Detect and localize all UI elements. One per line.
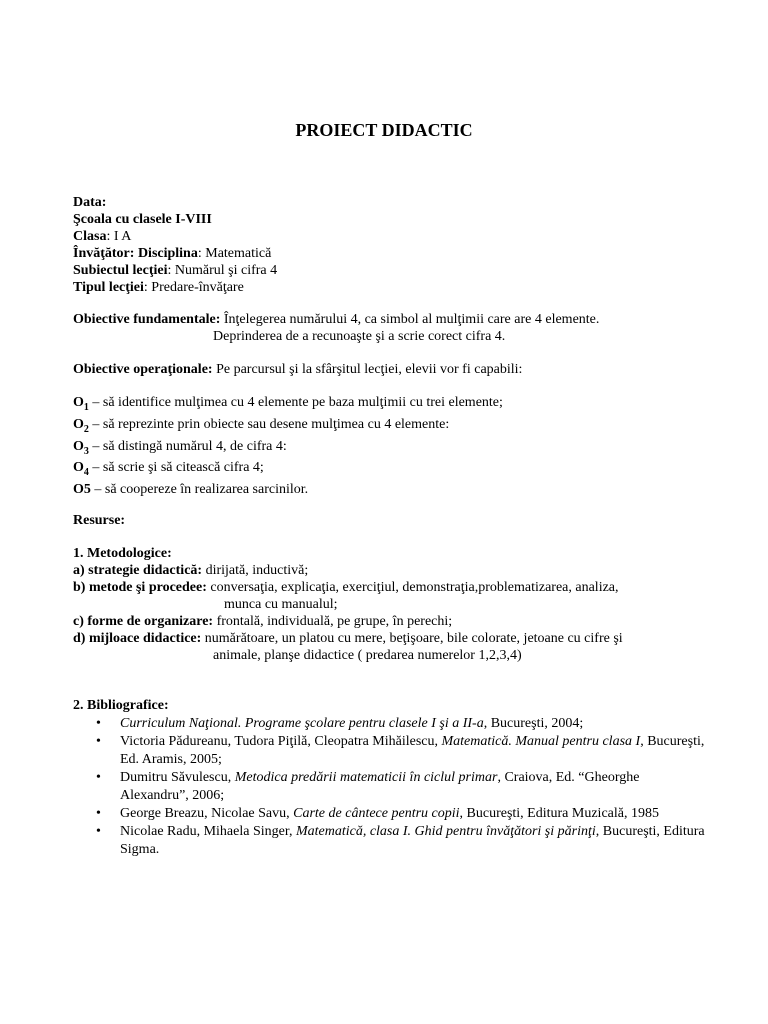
mijloace-label: d) mijloace didactice: bbox=[73, 631, 202, 646]
bib-details: , Bucureşti, Editura Sigma. bbox=[120, 824, 705, 857]
invatator-label: Învăţător bbox=[73, 246, 130, 261]
tipul-value: : Predare-învăţare bbox=[143, 280, 244, 295]
bib-author: Nicolae Radu, Mihaela Singer, bbox=[120, 824, 296, 839]
forme-label: c) forme de organizare: bbox=[73, 614, 214, 629]
bibliography-list bbox=[96, 715, 706, 859]
obiectiv-text: – să identifice mulţimea cu 4 elemente pe baza mulţimii cu trei elemente; bbox=[88, 395, 503, 410]
obiectiv-item bbox=[73, 481, 713, 498]
obiective-operationale-text: Pe parcursul şi la sfârşitul lecţiei, elevii vor fi capabili: bbox=[216, 362, 523, 377]
obiectiv-code: O bbox=[73, 460, 84, 476]
obiectiv-item bbox=[73, 416, 713, 438]
mijloace-text: numărătoare, un platou cu mere, beţişoare, bile colorate, jetoane cu cifre şi bbox=[201, 631, 623, 646]
bib-author: George Breazu, Nicolae Savu, bbox=[120, 806, 294, 821]
subiect-value: : Numărul şi cifra 4 bbox=[167, 263, 278, 278]
tipul-line bbox=[73, 279, 713, 296]
strategie-text: dirijată, inductivă; bbox=[202, 563, 309, 578]
bib-title: Carte de cântece pentru copii bbox=[293, 806, 460, 821]
bibliografice-block bbox=[73, 697, 713, 714]
subiect-line bbox=[73, 262, 713, 279]
clasa-value: : I A bbox=[106, 229, 132, 244]
resurse-label: Resurse: bbox=[73, 513, 126, 528]
obiectiv-item bbox=[73, 438, 713, 460]
bullet-icon: • bbox=[96, 770, 101, 785]
disciplina-value: : Matematică bbox=[197, 246, 272, 261]
metode-text-2: munca cu manualul; bbox=[224, 597, 338, 612]
invatator-line bbox=[73, 245, 713, 262]
obiectiv-sub: 4 bbox=[83, 467, 89, 479]
bib-title: Matematică, clasa I. Ghid pentru învăţători şi părinţi bbox=[295, 824, 596, 839]
obiectiv-code: O bbox=[73, 438, 84, 454]
document-title: PROIECT DIDACTIC bbox=[295, 120, 473, 140]
obiectiv-sub: 3 bbox=[83, 445, 89, 457]
obiectiv-sub: 1 bbox=[83, 401, 89, 413]
metode-label: b) metode şi procedee: bbox=[73, 580, 207, 595]
bib-author: Dumitru Săvulescu, bbox=[120, 770, 235, 785]
obiectiv-text: – să reprezinte prin obiecte sau desene mulţimea cu 4 elemente: bbox=[88, 416, 450, 432]
bib-details: , Bucureşti, Ed. Aramis, 2005; bbox=[120, 734, 705, 767]
obiectiv-code: O5 bbox=[73, 482, 91, 498]
clasa-line bbox=[73, 228, 713, 245]
scoala-line bbox=[73, 211, 713, 228]
list-item bbox=[96, 769, 706, 805]
strategie-label: a) strategie didactică: bbox=[73, 563, 203, 578]
forme-text: frontală, individuală, pe grupe, în perechi; bbox=[213, 614, 453, 629]
bullet-icon: • bbox=[96, 824, 101, 839]
obiective-operationale-label: Obiective operaţionale: bbox=[73, 362, 213, 377]
data-line bbox=[73, 194, 713, 211]
obiectiv-fundamental-2: Deprinderea de a recunoaşte şi a scrie corect cifra 4. bbox=[213, 329, 506, 344]
bib-author: Victoria Pădureanu, Tudora Piţilă, Cleopatra Mihăilescu, bbox=[120, 734, 442, 749]
list-item bbox=[96, 715, 706, 733]
bibliografice-heading: 2. Bibliografice: bbox=[73, 698, 169, 713]
obiectiv-item bbox=[73, 394, 713, 416]
bib-title: Matematică. Manual pentru clasa I bbox=[441, 734, 641, 749]
bib-title: Curriculum Naţional. Programe şcolare pentru clasele I şi a II-a bbox=[120, 716, 484, 731]
obiectiv-text: – să coopereze în realizarea sarcinilor. bbox=[90, 482, 309, 498]
metode-text: conversaţia, explicaţia, exerciţiul, demonstraţia,problematizarea, analiza, bbox=[206, 580, 619, 595]
info-block bbox=[73, 194, 713, 296]
disciplina-label: : Disciplina bbox=[129, 246, 198, 261]
data-label: Data: bbox=[73, 195, 107, 210]
obiectiv-item bbox=[73, 459, 713, 481]
subiect-label: Subiectul lecţiei bbox=[73, 263, 168, 278]
obiectiv-text: – să distingă numărul 4, de cifra 4: bbox=[88, 438, 287, 454]
list-item bbox=[96, 823, 706, 859]
bullet-icon: • bbox=[96, 806, 101, 821]
obiective-operationale-block bbox=[73, 361, 713, 378]
list-item bbox=[96, 805, 706, 823]
bib-details: , Bucureşti, Editura Muzicală, 1985 bbox=[459, 806, 659, 821]
bullet-icon: • bbox=[96, 734, 101, 749]
scoala-text: Şcoala cu clasele I-VIII bbox=[73, 212, 212, 227]
obiective-fundamentale-label: Obiective fundamentale: bbox=[73, 312, 221, 327]
obiectiv-code: O bbox=[73, 416, 84, 432]
mijloace-text-2: animale, planşe didactice ( predarea numerelor 1,2,3,4) bbox=[213, 648, 522, 663]
obiective-fundamentale-block bbox=[73, 311, 713, 345]
obiectiv-text: – să scrie şi să citească cifra 4; bbox=[88, 460, 264, 476]
metodologice-heading: 1. Metodologice: bbox=[73, 546, 172, 561]
bib-title: Metodica predării matematicii în ciclul primar bbox=[234, 770, 498, 785]
list-item bbox=[96, 733, 706, 769]
bullet-icon: • bbox=[96, 716, 101, 731]
obiectiv-fundamental-1: Înţelegerea numărului 4, ca simbol al mulţimii care are 4 elemente. bbox=[223, 312, 600, 327]
obiective-list bbox=[73, 394, 713, 498]
obiectiv-code: O bbox=[73, 395, 84, 410]
obiectiv-sub: 2 bbox=[83, 423, 89, 435]
bib-details: , Craiova, Ed. “Gheorghe Alexandru”, 2006; bbox=[120, 770, 640, 803]
metodologice-block bbox=[73, 545, 713, 664]
tipul-label: Tipul lecţiei bbox=[73, 280, 144, 295]
bib-details: , Bucureşti, 2004; bbox=[483, 716, 584, 731]
clasa-label: Clasa bbox=[73, 229, 107, 244]
resurse-block bbox=[73, 512, 713, 529]
